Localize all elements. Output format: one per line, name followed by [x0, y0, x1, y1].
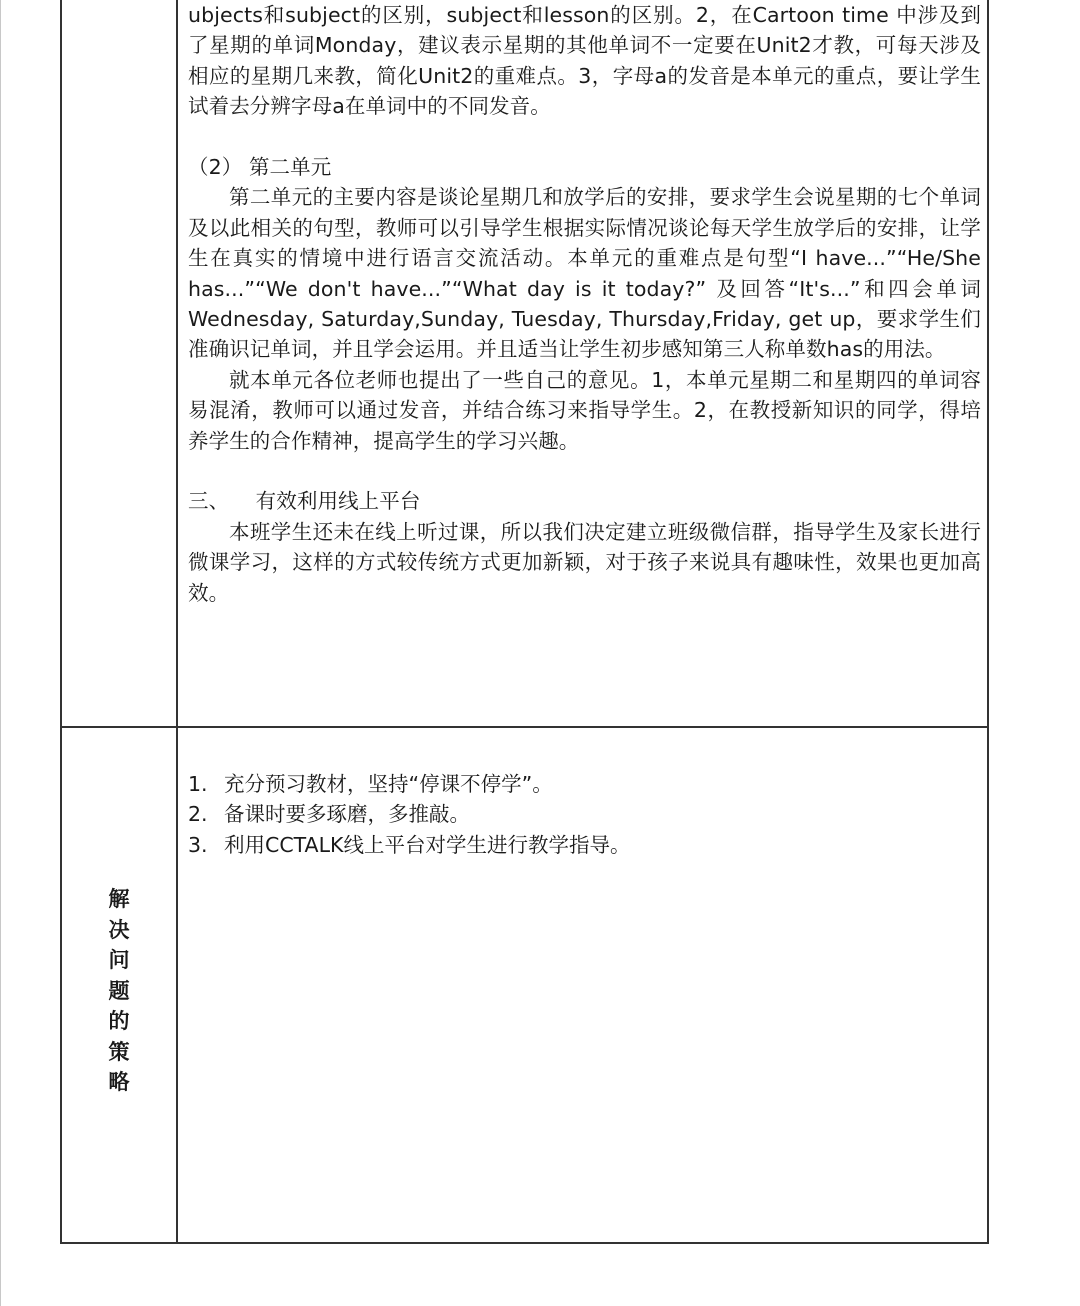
section3-heading: 三、 有效利用线上平台 [188, 489, 421, 514]
intro-paragraph: ubjects和subject的区别，subject和lesson的区别。2，在Cartoon time 中涉及到了星期的单词Monday，建议表示星期的其他单词不一定要在Unit2才教，可每天涉及相应的星期几来教，简化Unit2的重难点。3，字母a的发音是本单元的重点，要让学生试着去分辨字母a在单词中的不同发音。 [188, 3, 981, 119]
section2-paragraph-2: 就本单元各位老师也提出了一些自己的意见。1，本单元星期二和星期四的单词容易混淆，教师可以通过发音，并结合练习来指导学生。2，在教授新知识的同学，得培养学生的合作精神，提高学生的学习兴趣。 [188, 367, 981, 453]
section2-heading: （2） 第二单元 [188, 155, 332, 180]
list-text: 备课时要多琢磨，多推敲。 [224, 802, 470, 827]
list-number: 2. [188, 802, 208, 827]
strategy-label: 解决问题的策略 [108, 887, 130, 1095]
content-cell-bottom [177, 727, 988, 1243]
section2-paragraph-1: 第二单元的主要内容是谈论星期几和放学后的安排，要求学生会说星期的七个单词及以此相关的句型，教师可以引导学生根据实际情况谈论每天学生放学后的安排，让学生在真实的情境中进行语言交流活动。本单元的重难点是句型“I have...”“He/She has...”“We don't have...”“What day is it today?” 及回答“It's...”和四会单词Wednesday, Saturday,Sunday, Tuesday, Thursday,Friday, get up，要求学生们准确识记单词，并且学会运用。并且适当让学生初步感知第三人称单数has的用法。 [188, 185, 981, 362]
list-number: 3. [188, 832, 208, 857]
strategy-table [60, 0, 989, 1244]
page-edge [0, 0, 1, 1306]
list-text: 充分预习教材，坚持“停课不停学”。 [224, 772, 553, 796]
content-cell-top [177, 0, 988, 727]
table-row [61, 727, 988, 1243]
section3-paragraph: 本班学生还未在线上听过课，所以我们决定建立班级微信群，指导学生及家长进行微课学习，这样的方式较传统方式更加新颖，对于孩子来说具有趣味性，效果也更加高效。 [188, 519, 981, 605]
list-item [188, 799, 977, 829]
list-text: 利用CCTALK线上平台对学生进行教学指导。 [224, 832, 631, 857]
list-item [188, 830, 977, 860]
table-row [61, 0, 988, 727]
list-item [188, 769, 977, 799]
label-cell-strategy [61, 727, 177, 1243]
label-cell-empty [61, 0, 177, 727]
list-number: 1. [188, 772, 208, 796]
